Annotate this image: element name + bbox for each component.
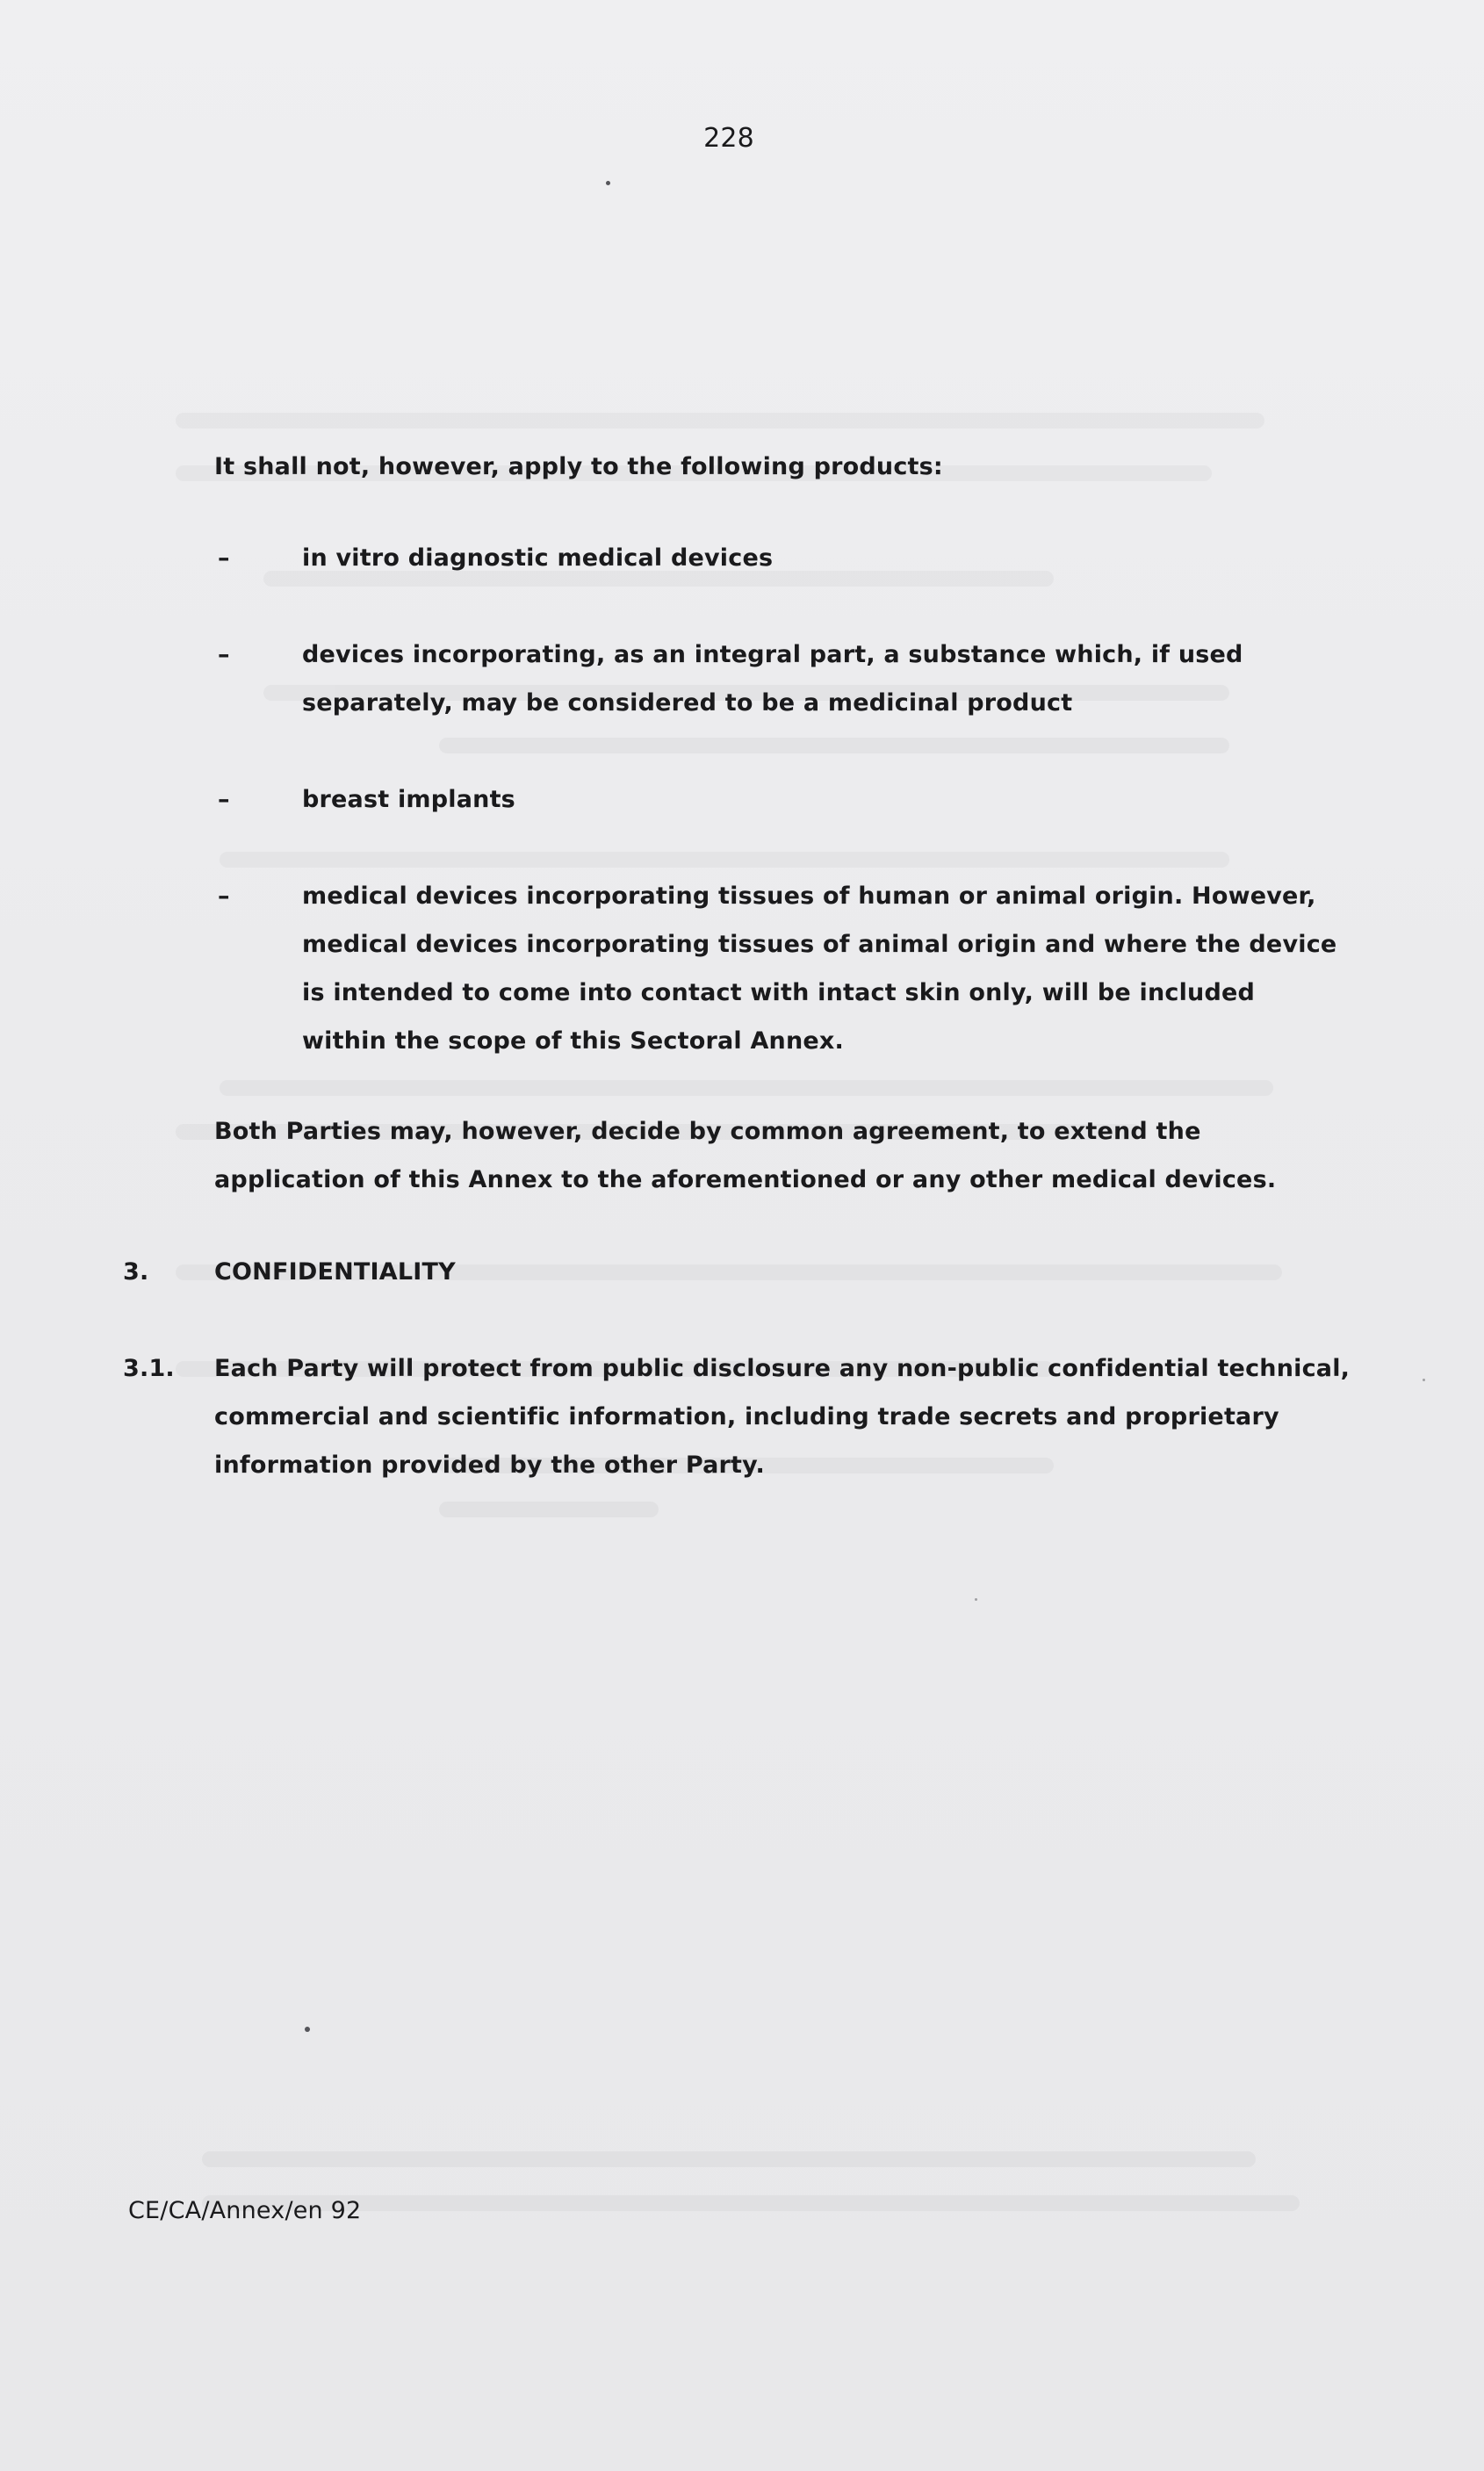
list-item-text: medical devices incorporating tissues of animal origin and where the device [302, 931, 1337, 958]
list-item [214, 630, 1312, 727]
list-item-text: breast implants [302, 786, 515, 813]
list-dash: – [218, 786, 230, 813]
clause-line: commercial and scientific information, including trade secrets and proprietary [214, 1403, 1279, 1430]
paragraph-line: application of this Annex to the aforementioned or any other medical devices. [214, 1166, 1277, 1193]
list-item [214, 775, 1312, 824]
list-item [214, 534, 1312, 582]
list-item [214, 872, 1337, 1065]
list-dash: – [218, 641, 230, 668]
extension-paragraph [214, 1107, 1276, 1204]
clause-line: information provided by the other Party. [214, 1452, 765, 1479]
speck [305, 2027, 310, 2032]
excluded-products-list [214, 534, 1337, 1113]
list-item-text: is intended to come into contact with intact skin only, will be included [302, 979, 1256, 1006]
speck [975, 1598, 977, 1601]
section-heading: CONFIDENTIALITY [214, 1258, 456, 1286]
list-dash: – [218, 544, 230, 572]
list-item-text: separately, may be considered to be a medicinal product [302, 689, 1073, 717]
speck [606, 181, 610, 185]
speck [1423, 1379, 1425, 1381]
clause-line: Each Party will protect from public disclosure any non-public confidential technical, [214, 1355, 1351, 1382]
document-reference-footer: CE/CA/Annex/en 92 [128, 2197, 362, 2224]
list-item-text: medical devices incorporating tissues of human or animal origin. However, [302, 882, 1316, 910]
page-number: 228 [703, 123, 754, 154]
clause-text [214, 1344, 1350, 1489]
scope-exclusion-intro: It shall not, however, apply to the following products: [214, 453, 943, 480]
clause-number: 3.1. [123, 1355, 175, 1382]
paragraph-line: Both Parties may, however, decide by common agreement, to extend the [214, 1118, 1201, 1145]
list-item-text: devices incorporating, as an integral part, a substance which, if used [302, 641, 1243, 668]
list-item-text: within the scope of this Sectoral Annex. [302, 1027, 844, 1055]
list-item-text: in vitro diagnostic medical devices [302, 544, 774, 572]
list-dash: – [218, 882, 230, 910]
section-number: 3. [123, 1258, 149, 1286]
